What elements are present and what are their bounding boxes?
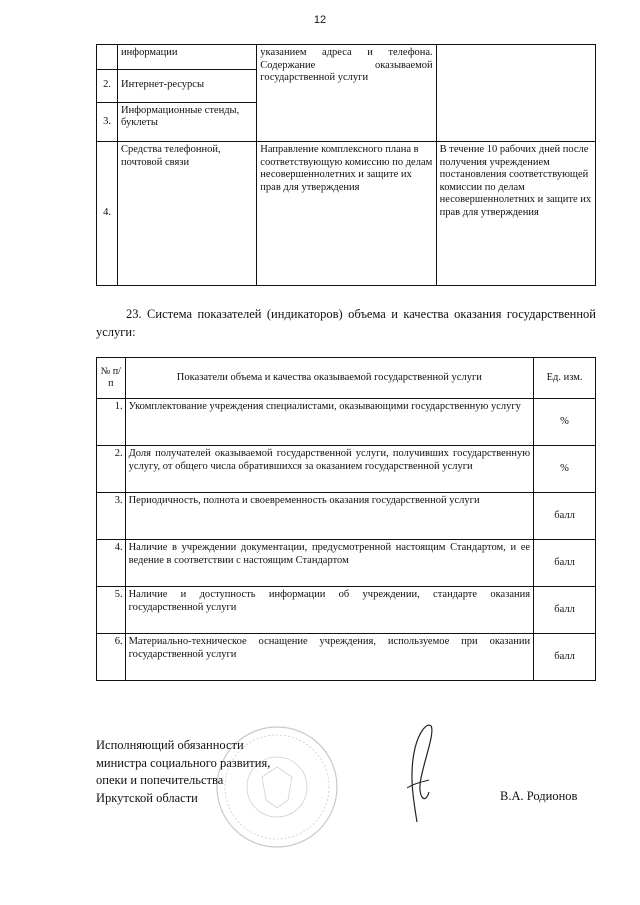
unit-cell: балл: [534, 587, 596, 634]
unit-cell: %: [534, 399, 596, 446]
table-row: [97, 399, 596, 446]
row-number: 3.: [97, 493, 126, 540]
table-row: [97, 540, 596, 587]
row-number: 2.: [97, 446, 126, 493]
section-heading: 23. Система показателей (индикаторов) объема и качества оказания государственной услуги:: [96, 307, 596, 339]
deadline-cell: В течение 10 рабочих дней после получения учреждением постановления соответствующей комиссии по делам несовершеннолетних и защите их прав для утверждения: [436, 142, 595, 286]
header-unit: Ед. изм.: [534, 358, 596, 399]
signatory-line: министра социального развития,: [96, 755, 271, 770]
header-indicator: Показатели объема и качества оказываемой государственной услуги: [125, 358, 534, 399]
info-channels-table: [96, 44, 596, 286]
row-number: 4.: [97, 540, 126, 587]
indicators-table: [96, 357, 596, 681]
header-num: № п/п: [97, 358, 126, 399]
indicator-text: Материально-техническое оснащение учреждения, используемое при оказании государственной услуги: [125, 634, 534, 681]
unit-cell: балл: [534, 634, 596, 681]
row-number: [97, 45, 118, 70]
row-number: 5.: [97, 587, 126, 634]
indicator-text: Доля получателей оказываемой государственной услуги, получивших государственную услугу, от общего числа обратившихся за оказанием государственной услуги: [125, 446, 534, 493]
table-row: [97, 446, 596, 493]
indicator-text: Укомплектование учреждения специалистами, оказывающими государственную услугу: [125, 399, 534, 446]
row-number: 4.: [97, 142, 118, 286]
indicator-text: Наличие в учреждении документации, предусмотренной настоящим Стандартом, и ее ведение в соответствии с настоящим Стандартом: [125, 540, 534, 587]
table-row: [97, 493, 596, 540]
table-row: [97, 634, 596, 681]
content-cell: указанием адреса и телефона. Содержание оказываемой государственной услуги: [257, 45, 436, 142]
signatory-line: Иркутской области: [96, 790, 198, 805]
unit-cell: %: [534, 446, 596, 493]
table-row: [97, 45, 596, 70]
unit-cell: балл: [534, 540, 596, 587]
content-cell: Направление комплексного плана в соответствующую комиссию по делам несовершеннолетних и защите их прав для утверждения: [257, 142, 436, 286]
indicator-text: Периодичность, полнота и своевременность оказания государственной услуги: [125, 493, 534, 540]
row-number: 2.: [97, 69, 118, 102]
channel-cell: информации: [118, 45, 257, 70]
indicator-text: Наличие и доступность информации об учреждении, стандарте оказания государственной услуги: [125, 587, 534, 634]
signatory-name: В.А. Родионов: [500, 789, 578, 803]
signatory-line: Исполняющий обязанности: [96, 738, 244, 752]
row-number: 6.: [97, 634, 126, 681]
table-row: [97, 587, 596, 634]
row-number: 3.: [97, 102, 118, 141]
signatory-line: опеки и попечительства: [96, 773, 224, 787]
table-row: [97, 142, 596, 286]
page-number: 12: [313, 14, 327, 26]
handwritten-signature-icon: [395, 718, 445, 828]
row-number: 1.: [97, 399, 126, 446]
channel-cell: Средства телефонной, почтовой связи: [118, 142, 257, 286]
signatory-title: [96, 737, 270, 807]
deadline-cell: [436, 45, 595, 142]
channel-cell: Информационные стенды, буклеты: [118, 102, 257, 141]
table-header-row: [97, 358, 596, 399]
unit-cell: балл: [534, 493, 596, 540]
channel-cell: Интернет-ресурсы: [118, 69, 257, 102]
